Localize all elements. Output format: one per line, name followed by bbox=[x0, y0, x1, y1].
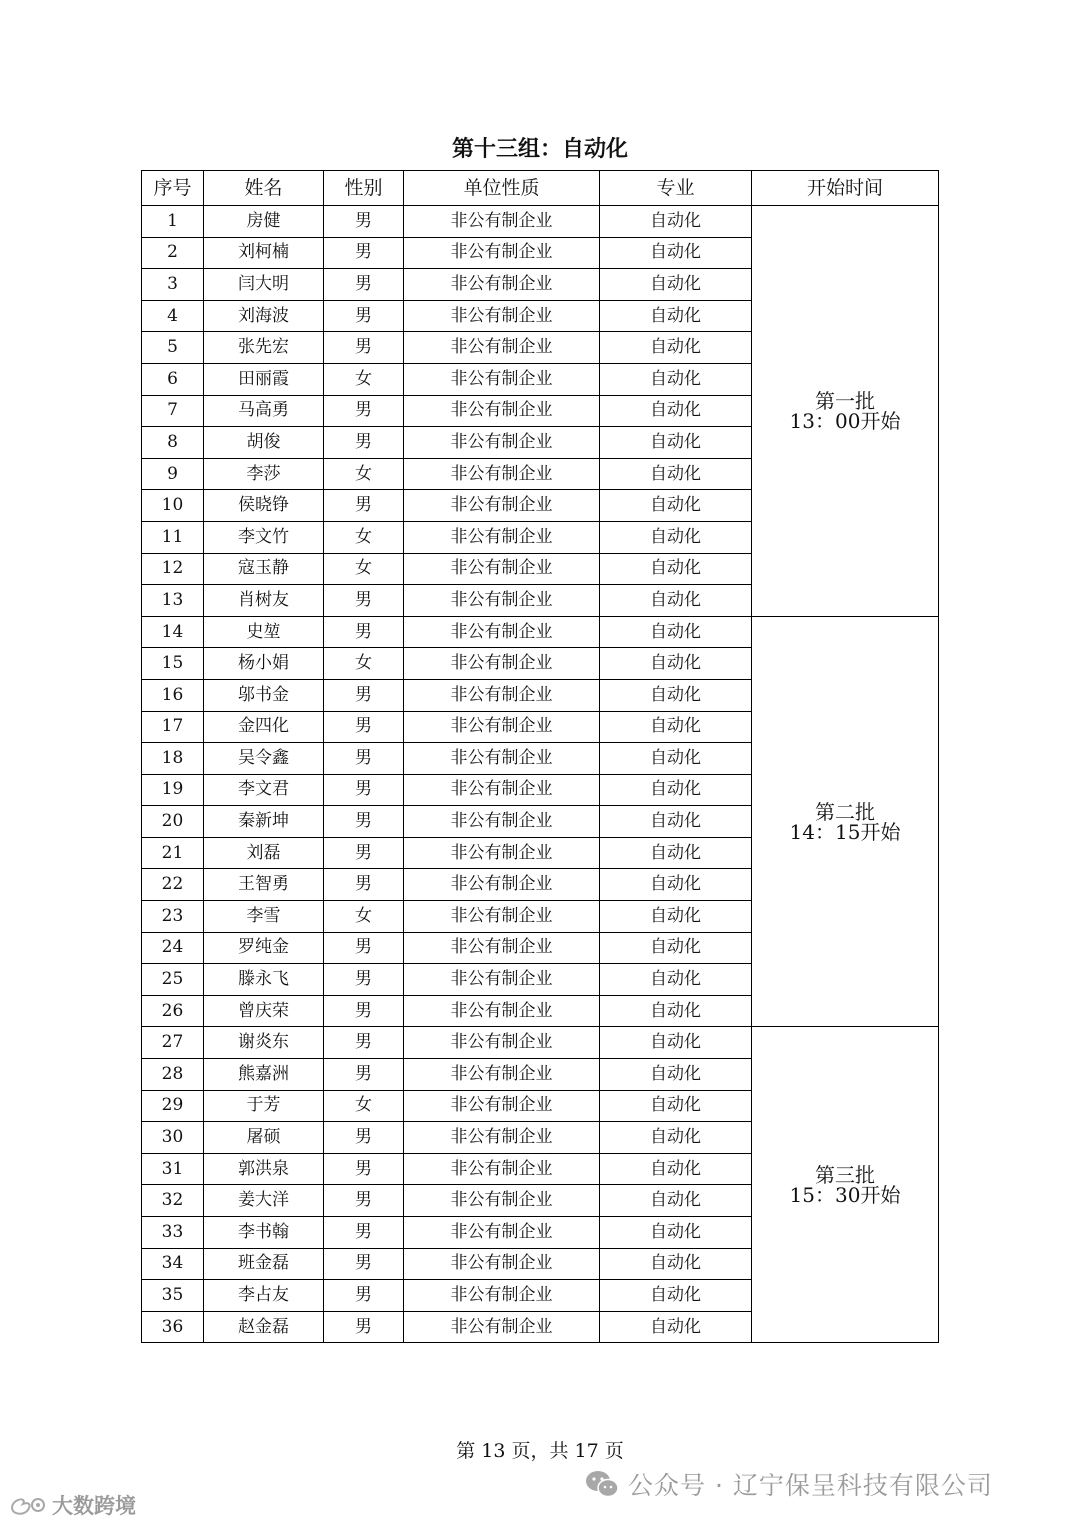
cell-no: 27 bbox=[142, 1027, 204, 1059]
cell-unit: 非公有制企业 bbox=[404, 1311, 600, 1343]
cell-name: 闫大明 bbox=[204, 269, 324, 301]
cell-name: 史堃 bbox=[204, 616, 324, 648]
cell-major: 自动化 bbox=[600, 395, 752, 427]
cell-unit: 非公有制企业 bbox=[404, 206, 600, 238]
cell-name: 刘磊 bbox=[204, 837, 324, 869]
cell-name: 张先宏 bbox=[204, 332, 324, 364]
cell-gender: 男 bbox=[324, 1122, 404, 1154]
cell-name: 金四化 bbox=[204, 711, 324, 743]
cell-name: 郭洪泉 bbox=[204, 1153, 324, 1185]
batch-cell bbox=[752, 206, 939, 617]
cell-name: 李雪 bbox=[204, 901, 324, 933]
cell-no: 26 bbox=[142, 995, 204, 1027]
page-title: 第十三组：自动化 bbox=[451, 137, 628, 162]
cell-major: 自动化 bbox=[600, 1090, 752, 1122]
cell-name: 于芳 bbox=[204, 1090, 324, 1122]
batch-time: 14：15开始 bbox=[789, 819, 901, 844]
cell-no: 9 bbox=[142, 458, 204, 490]
batch-name: 第二批 bbox=[815, 799, 875, 824]
cell-gender: 女 bbox=[324, 458, 404, 490]
cell-gender: 男 bbox=[324, 1027, 404, 1059]
cell-no: 2 bbox=[142, 237, 204, 269]
cell-name: 李书翰 bbox=[204, 1217, 324, 1249]
cell-unit: 非公有制企业 bbox=[404, 616, 600, 648]
cell-gender: 男 bbox=[324, 300, 404, 332]
cell-major: 自动化 bbox=[600, 837, 752, 869]
cell-major: 自动化 bbox=[600, 995, 752, 1027]
cell-no: 31 bbox=[142, 1153, 204, 1185]
cell-no: 20 bbox=[142, 806, 204, 838]
cell-gender: 女 bbox=[324, 1090, 404, 1122]
cell-name: 姜大洋 bbox=[204, 1185, 324, 1217]
cell-gender: 男 bbox=[324, 427, 404, 459]
cell-no: 33 bbox=[142, 1217, 204, 1249]
cell-name: 秦新坤 bbox=[204, 806, 324, 838]
cell-no: 15 bbox=[142, 648, 204, 680]
watermark-right-text: 公众号 · 辽宁保呈科技有限公司 bbox=[628, 1471, 993, 1500]
cell-gender: 男 bbox=[324, 1059, 404, 1091]
cell-name: 李莎 bbox=[204, 458, 324, 490]
cell-gender: 男 bbox=[324, 743, 404, 775]
cell-no: 1 bbox=[142, 206, 204, 238]
cell-name: 熊嘉洲 bbox=[204, 1059, 324, 1091]
cell-name: 曾庆荣 bbox=[204, 995, 324, 1027]
cell-gender: 男 bbox=[324, 711, 404, 743]
cell-no: 10 bbox=[142, 490, 204, 522]
cell-unit: 非公有制企业 bbox=[404, 743, 600, 775]
cell-name: 吴令鑫 bbox=[204, 743, 324, 775]
cell-no: 22 bbox=[142, 869, 204, 901]
cell-unit: 非公有制企业 bbox=[404, 995, 600, 1027]
cell-no: 32 bbox=[142, 1185, 204, 1217]
cell-no: 16 bbox=[142, 679, 204, 711]
cell-major: 自动化 bbox=[600, 332, 752, 364]
header-name: 姓名 bbox=[204, 171, 324, 206]
cell-no: 17 bbox=[142, 711, 204, 743]
cell-no: 13 bbox=[142, 585, 204, 617]
cell-name: 胡俊 bbox=[204, 427, 324, 459]
weibo-watermark bbox=[8, 1490, 136, 1520]
cell-major: 自动化 bbox=[600, 585, 752, 617]
cell-name: 马高勇 bbox=[204, 395, 324, 427]
cell-unit: 非公有制企业 bbox=[404, 1153, 600, 1185]
cell-unit: 非公有制企业 bbox=[404, 427, 600, 459]
cell-major: 自动化 bbox=[600, 1217, 752, 1249]
cell-name: 邬书金 bbox=[204, 679, 324, 711]
cell-unit: 非公有制企业 bbox=[404, 458, 600, 490]
cell-major: 自动化 bbox=[600, 964, 752, 996]
cell-name: 房健 bbox=[204, 206, 324, 238]
cell-major: 自动化 bbox=[600, 774, 752, 806]
roster-table bbox=[141, 170, 939, 1343]
cell-gender: 女 bbox=[324, 363, 404, 395]
cell-major: 自动化 bbox=[600, 300, 752, 332]
cell-name: 侯晓铮 bbox=[204, 490, 324, 522]
cell-gender: 男 bbox=[324, 1153, 404, 1185]
cell-major: 自动化 bbox=[600, 458, 752, 490]
cell-unit: 非公有制企业 bbox=[404, 363, 600, 395]
cell-no: 18 bbox=[142, 743, 204, 775]
cell-unit: 非公有制企业 bbox=[404, 490, 600, 522]
cell-unit: 非公有制企业 bbox=[404, 806, 600, 838]
cell-name: 班金磊 bbox=[204, 1248, 324, 1280]
cell-no: 6 bbox=[142, 363, 204, 395]
cell-unit: 非公有制企业 bbox=[404, 395, 600, 427]
cell-gender: 男 bbox=[324, 679, 404, 711]
cell-no: 36 bbox=[142, 1311, 204, 1343]
watermark-left-text: 大数跨境 bbox=[52, 1494, 136, 1518]
cell-gender: 男 bbox=[324, 206, 404, 238]
cell-major: 自动化 bbox=[600, 679, 752, 711]
cell-no: 29 bbox=[142, 1090, 204, 1122]
cell-unit: 非公有制企业 bbox=[404, 1185, 600, 1217]
cell-unit: 非公有制企业 bbox=[404, 1217, 600, 1249]
cell-unit: 非公有制企业 bbox=[404, 332, 600, 364]
page-footer: 第 13 页，共 17 页 bbox=[456, 1440, 624, 1462]
cell-unit: 非公有制企业 bbox=[404, 521, 600, 553]
cell-name: 赵金磊 bbox=[204, 1311, 324, 1343]
cell-gender: 男 bbox=[324, 269, 404, 301]
cell-unit: 非公有制企业 bbox=[404, 1280, 600, 1312]
cell-major: 自动化 bbox=[600, 901, 752, 933]
cell-gender: 男 bbox=[324, 1248, 404, 1280]
cell-unit: 非公有制企业 bbox=[404, 711, 600, 743]
cell-gender: 女 bbox=[324, 648, 404, 680]
header-row bbox=[142, 171, 939, 206]
batch-name: 第三批 bbox=[815, 1162, 875, 1187]
cell-gender: 男 bbox=[324, 395, 404, 427]
cell-no: 24 bbox=[142, 932, 204, 964]
cell-no: 7 bbox=[142, 395, 204, 427]
weibo-icon bbox=[8, 1493, 48, 1517]
cell-major: 自动化 bbox=[600, 553, 752, 585]
cell-unit: 非公有制企业 bbox=[404, 237, 600, 269]
cell-no: 23 bbox=[142, 901, 204, 933]
cell-name: 杨小娟 bbox=[204, 648, 324, 680]
cell-major: 自动化 bbox=[600, 1059, 752, 1091]
cell-unit: 非公有制企业 bbox=[404, 774, 600, 806]
cell-unit: 非公有制企业 bbox=[404, 869, 600, 901]
header-gender: 性别 bbox=[324, 171, 404, 206]
cell-no: 25 bbox=[142, 964, 204, 996]
header-start-time: 开始时间 bbox=[752, 171, 939, 206]
cell-name: 刘海波 bbox=[204, 300, 324, 332]
cell-no: 35 bbox=[142, 1280, 204, 1312]
cell-gender: 男 bbox=[324, 932, 404, 964]
cell-unit: 非公有制企业 bbox=[404, 648, 600, 680]
cell-unit: 非公有制企业 bbox=[404, 679, 600, 711]
header-major: 专业 bbox=[600, 171, 752, 206]
cell-major: 自动化 bbox=[600, 1122, 752, 1154]
roster-body bbox=[142, 206, 939, 1343]
cell-major: 自动化 bbox=[600, 237, 752, 269]
cell-unit: 非公有制企业 bbox=[404, 553, 600, 585]
cell-gender: 男 bbox=[324, 616, 404, 648]
table-row bbox=[142, 616, 939, 648]
cell-name: 屠硕 bbox=[204, 1122, 324, 1154]
table-row bbox=[142, 1027, 939, 1059]
batch-time: 13：00开始 bbox=[789, 408, 901, 433]
cell-major: 自动化 bbox=[600, 269, 752, 301]
cell-no: 4 bbox=[142, 300, 204, 332]
cell-gender: 女 bbox=[324, 901, 404, 933]
cell-gender: 男 bbox=[324, 1185, 404, 1217]
cell-unit: 非公有制企业 bbox=[404, 1122, 600, 1154]
cell-gender: 男 bbox=[324, 1280, 404, 1312]
cell-major: 自动化 bbox=[600, 869, 752, 901]
cell-major: 自动化 bbox=[600, 427, 752, 459]
cell-gender: 女 bbox=[324, 553, 404, 585]
cell-no: 12 bbox=[142, 553, 204, 585]
cell-major: 自动化 bbox=[600, 1248, 752, 1280]
cell-unit: 非公有制企业 bbox=[404, 964, 600, 996]
cell-name: 刘柯楠 bbox=[204, 237, 324, 269]
cell-major: 自动化 bbox=[600, 1185, 752, 1217]
batch-time: 15：30开始 bbox=[789, 1182, 901, 1207]
cell-gender: 女 bbox=[324, 521, 404, 553]
cell-major: 自动化 bbox=[600, 363, 752, 395]
cell-major: 自动化 bbox=[600, 711, 752, 743]
cell-no: 8 bbox=[142, 427, 204, 459]
cell-unit: 非公有制企业 bbox=[404, 1248, 600, 1280]
cell-major: 自动化 bbox=[600, 206, 752, 238]
cell-unit: 非公有制企业 bbox=[404, 1059, 600, 1091]
cell-name: 李占友 bbox=[204, 1280, 324, 1312]
cell-major: 自动化 bbox=[600, 1153, 752, 1185]
cell-major: 自动化 bbox=[600, 1280, 752, 1312]
cell-name: 王智勇 bbox=[204, 869, 324, 901]
cell-unit: 非公有制企业 bbox=[404, 901, 600, 933]
cell-major: 自动化 bbox=[600, 743, 752, 775]
cell-no: 34 bbox=[142, 1248, 204, 1280]
cell-name: 田丽霞 bbox=[204, 363, 324, 395]
cell-gender: 男 bbox=[324, 490, 404, 522]
cell-gender: 男 bbox=[324, 964, 404, 996]
batch-cell bbox=[752, 1027, 939, 1343]
cell-unit: 非公有制企业 bbox=[404, 837, 600, 869]
cell-gender: 男 bbox=[324, 806, 404, 838]
cell-unit: 非公有制企业 bbox=[404, 269, 600, 301]
cell-no: 3 bbox=[142, 269, 204, 301]
cell-major: 自动化 bbox=[600, 1311, 752, 1343]
cell-major: 自动化 bbox=[600, 806, 752, 838]
cell-gender: 男 bbox=[324, 332, 404, 364]
header-unit: 单位性质 bbox=[404, 171, 600, 206]
wechat-watermark bbox=[584, 1466, 993, 1502]
cell-no: 21 bbox=[142, 837, 204, 869]
cell-name: 肖树友 bbox=[204, 585, 324, 617]
cell-no: 11 bbox=[142, 521, 204, 553]
cell-major: 自动化 bbox=[600, 1027, 752, 1059]
cell-major: 自动化 bbox=[600, 616, 752, 648]
cell-gender: 男 bbox=[324, 1217, 404, 1249]
cell-name: 李文君 bbox=[204, 774, 324, 806]
cell-no: 19 bbox=[142, 774, 204, 806]
cell-gender: 男 bbox=[324, 837, 404, 869]
cell-major: 自动化 bbox=[600, 648, 752, 680]
cell-major: 自动化 bbox=[600, 490, 752, 522]
cell-gender: 男 bbox=[324, 237, 404, 269]
cell-major: 自动化 bbox=[600, 521, 752, 553]
cell-name: 寇玉静 bbox=[204, 553, 324, 585]
batch-name: 第一批 bbox=[815, 388, 875, 413]
cell-gender: 男 bbox=[324, 995, 404, 1027]
cell-no: 5 bbox=[142, 332, 204, 364]
cell-gender: 男 bbox=[324, 869, 404, 901]
cell-gender: 男 bbox=[324, 585, 404, 617]
header-no: 序号 bbox=[142, 171, 204, 206]
cell-unit: 非公有制企业 bbox=[404, 932, 600, 964]
cell-name: 谢炎东 bbox=[204, 1027, 324, 1059]
cell-name: 滕永飞 bbox=[204, 964, 324, 996]
cell-no: 30 bbox=[142, 1122, 204, 1154]
cell-unit: 非公有制企业 bbox=[404, 1027, 600, 1059]
cell-gender: 男 bbox=[324, 774, 404, 806]
cell-major: 自动化 bbox=[600, 932, 752, 964]
table-row bbox=[142, 206, 939, 238]
cell-unit: 非公有制企业 bbox=[404, 585, 600, 617]
cell-name: 罗纯金 bbox=[204, 932, 324, 964]
cell-unit: 非公有制企业 bbox=[404, 1090, 600, 1122]
cell-no: 28 bbox=[142, 1059, 204, 1091]
cell-name: 李文竹 bbox=[204, 521, 324, 553]
wechat-icon bbox=[584, 1469, 620, 1499]
cell-unit: 非公有制企业 bbox=[404, 300, 600, 332]
batch-cell bbox=[752, 616, 939, 1027]
cell-no: 14 bbox=[142, 616, 204, 648]
cell-gender: 男 bbox=[324, 1311, 404, 1343]
